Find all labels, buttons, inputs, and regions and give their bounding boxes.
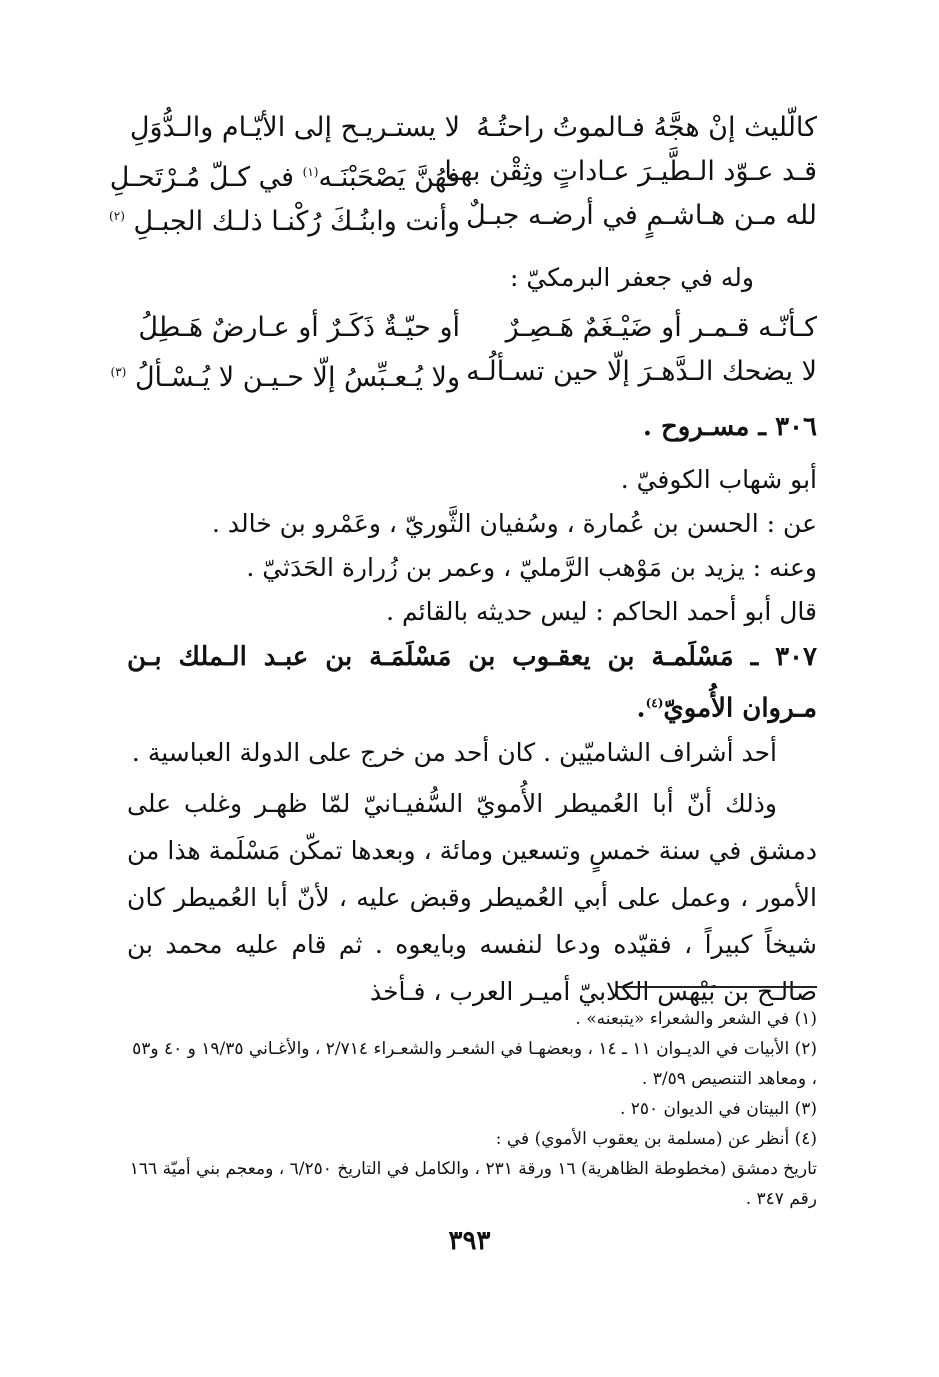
entry-307-paragraph-2: وذلك أنّ أبا العُميطر الأُمويّ السُّفيـانيّ لمّا ظهـر وغلب على دمشق في سنة خمسٍ وتسعين ومائة ، وبعدها تمكّن مَسْلَمة هذا من الأمور ، وعمل على أبي العُميطر وقبض عليه ، لأنّ أبا العُميطر كان شيخاً كبيراً ، فقيّده ودعا لنفسه وبايعوه . ثم قام عليه محمد بن صالـح بن بَيْهس الكلابيّ أميـر العرب ، فـأخذ [127, 789, 817, 1006]
verse-1-right: كالّليث إنْ هجَّهُ فـالموتُ راحتُـهُ [476, 112, 817, 143]
entry-306-line-4: قال أبو أحمد الحاكم : ليس حديثه بالقائم . [386, 597, 817, 626]
entry-307-paragraph-1: أحد أشراف الشاميّين . كان أحد من خرج على الدولة العباسية . [131, 738, 777, 767]
footnote-ref-3: (٣) [110, 365, 127, 379]
footnote-4-detail: تاريخ دمشق (مخطوطة الظاهرية) ١٦ ورقة ٢٣١ ، والكامل في التاريخ ٦/٢٥٠ ، ومعجم بني أميّة ١٦٦ رقم ٣٤٧ . [129, 1159, 817, 1209]
entry-306-body [127, 458, 817, 634]
entry-306-heading: ٣٠٦ ـ مسـروح . [642, 412, 817, 442]
footnote-ref-2: (٢) [109, 209, 125, 223]
verse-5-right: لا يضحك الـدَّهـرَ إلّا حين تسـألُـه [466, 356, 817, 387]
verse-4-right: كـأنّـه قـمـر أو ضَيْـغَمٌ هَـصِـرٌ [505, 312, 817, 343]
entry-307-heading [127, 634, 817, 732]
verse-2-left-a: فهُنَّ يَصْحَبْنَـه [318, 162, 460, 193]
verse-2-left-b: في كـلّ مُـرْتَحـلِ [109, 162, 303, 193]
verse-2-left [109, 150, 460, 200]
verse-2-right: قـد عـوّد الـطَّيـرَ عـاداتٍ وثِقْن بهـا [444, 156, 817, 187]
footnote-ref-4: (٤) [645, 696, 664, 710]
verse-1-left: لا يستـريـح إلى الأيّـام والـدُّوَلِ [129, 112, 460, 143]
entry-306-line-3: وعنه : يزيد بن مَوْهب الرَّمليّ ، وعمر بن زُرارة الحَدَثيّ . [246, 553, 817, 582]
entry-307-title: ٣٠٧ ـ مَسْلَمـة بن يعقـوب بن مَسْلَمَـة بن عبـد الـملك بـن مـروان الأُمويّ [127, 642, 817, 724]
verse-5-left [110, 350, 460, 400]
entry-306-line-1: أبو شهاب الكوفيّ . [620, 465, 817, 494]
page-number: ٣٩٣ [448, 1226, 491, 1256]
footnote-2: (٢) الأبيات في الديـوان ١١ ـ ١٤ ، وبعضهـا في الشعـر والشعـراء ٢/٧١٤ ، والأغـاني ١٩/٣٥ و ٤٠ و٥٣ ، ومعاهد التنصيص ٣/٥٩ . [132, 1039, 817, 1089]
entry-306-line-2: عن : الحسن بن عُمارة ، وسُفيان الثَّوريّ ، وعَمْرو بن خالد . [212, 509, 817, 538]
footnote-4: (٤) أنظر عن (مسلمة بن يعقوب الأموي) في : [495, 1129, 817, 1149]
verse-5-left-a: ولا يُـعـبِّسُ إلّا حـيـن لا يُـسْـألُ [134, 362, 460, 393]
verse-3-right: لله مـن هـاشـمٍ في أرضـه جبـلٌ [466, 200, 817, 231]
footnote-3: (٣) البيتان في الديوان ٢٥٠ . [619, 1099, 817, 1119]
verse-4-left: أو حيّـةٌ ذَكَـرٌ أو عـارضٌ هَـطِلُ [138, 312, 460, 343]
verse-3-left-a: وأنت وابنُـكَ رُكْنـا ذلـك الجبـلِ [133, 206, 460, 237]
footnote-1: (١) في الشعر والشعراء «يتبعنه» . [575, 1009, 817, 1029]
footnote-ref-1: (١) [302, 165, 319, 179]
footnote-separator [617, 986, 817, 988]
entry-307-title-end: . [636, 693, 646, 724]
verse-3-left [109, 194, 460, 244]
poem-2-intro: وله في جعفر البرمكيّ : [510, 263, 754, 292]
